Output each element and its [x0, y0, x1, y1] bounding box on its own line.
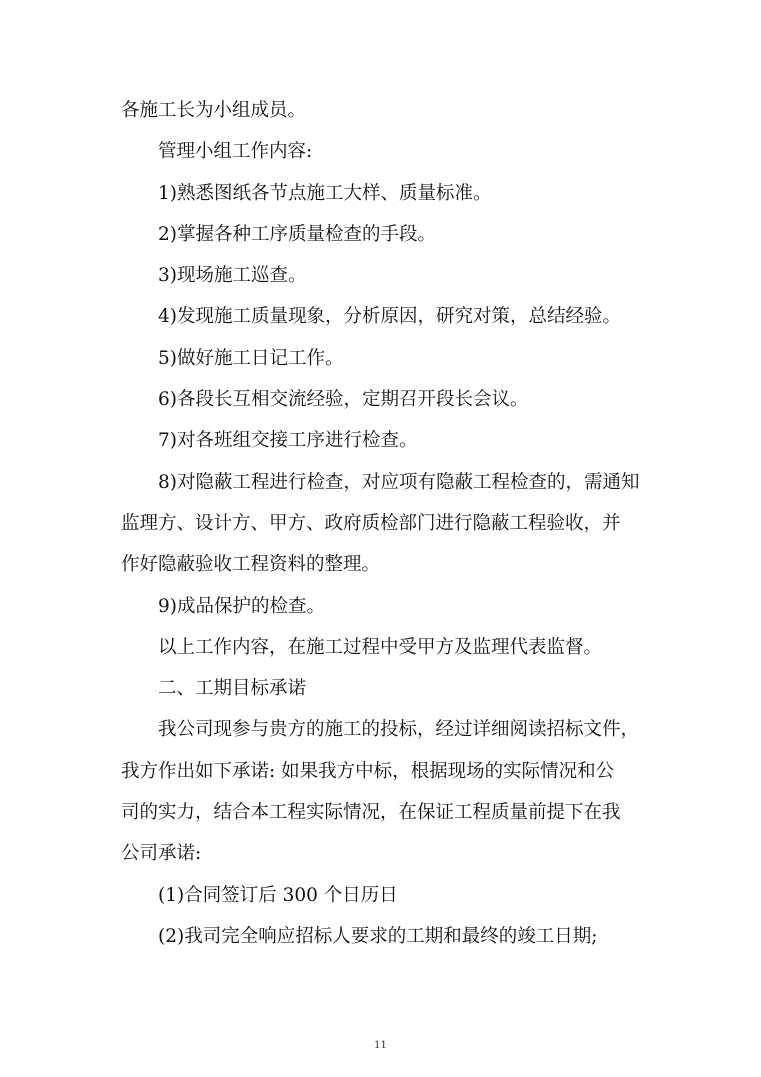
page-number: 11	[374, 1040, 387, 1051]
list-item: (2)我司完全响应招标人要求的工期和最终的竣工日期;	[158, 925, 598, 947]
text-line: 各施工长为小组成员。	[121, 100, 307, 121]
text-line: 我方作出如下承诺: 如果我方中标，根据现场的实际情况和公	[121, 760, 615, 782]
text-line: 以上工作内容，在施工过程中受甲方及监理代表监督。	[158, 636, 603, 658]
list-item: 4)发现施工质量现象，分析原因，研究对策，总结经验。	[158, 306, 621, 328]
list-item: 1)熟悉图纸各节点施工大样、质量标准。	[158, 182, 492, 204]
text-line: 作好隐蔽验收工程资料的整理。	[121, 554, 381, 576]
document-body	[121, 90, 646, 957]
text-line: 司的实力，结合本工程实际情况，在保证工程质量前提下在我	[121, 802, 621, 824]
list-item: (1)合同签订后 300 个日历日	[158, 884, 398, 906]
list-item: 3)现场施工巡查。	[158, 265, 307, 287]
text-line: 管理小组工作内容:	[158, 141, 313, 163]
list-item: 6)各段长互相交流经验，定期召开段长会议。	[158, 389, 529, 411]
list-item: 2)掌握各种工序质量检查的手段。	[158, 223, 436, 245]
text-line: 监理方、设计方、甲方、政府质检部门进行隐蔽工程验收，并	[121, 512, 621, 534]
text-line: 我公司现参与贵方的施工的投标，经过详细阅读招标文件，	[158, 719, 640, 741]
list-item: 5)做好施工日记工作。	[158, 347, 344, 369]
list-item: 7)对各班组交接工序进行检查。	[158, 430, 418, 452]
list-item: 9)成品保护的检查。	[158, 595, 325, 617]
section-heading: 二、工期目标承诺	[158, 678, 307, 700]
list-item: 8)对隐蔽工程进行检查，对应项有隐蔽工程检查的，需通知	[158, 471, 640, 493]
text-line: 公司承诺:	[121, 843, 202, 865]
